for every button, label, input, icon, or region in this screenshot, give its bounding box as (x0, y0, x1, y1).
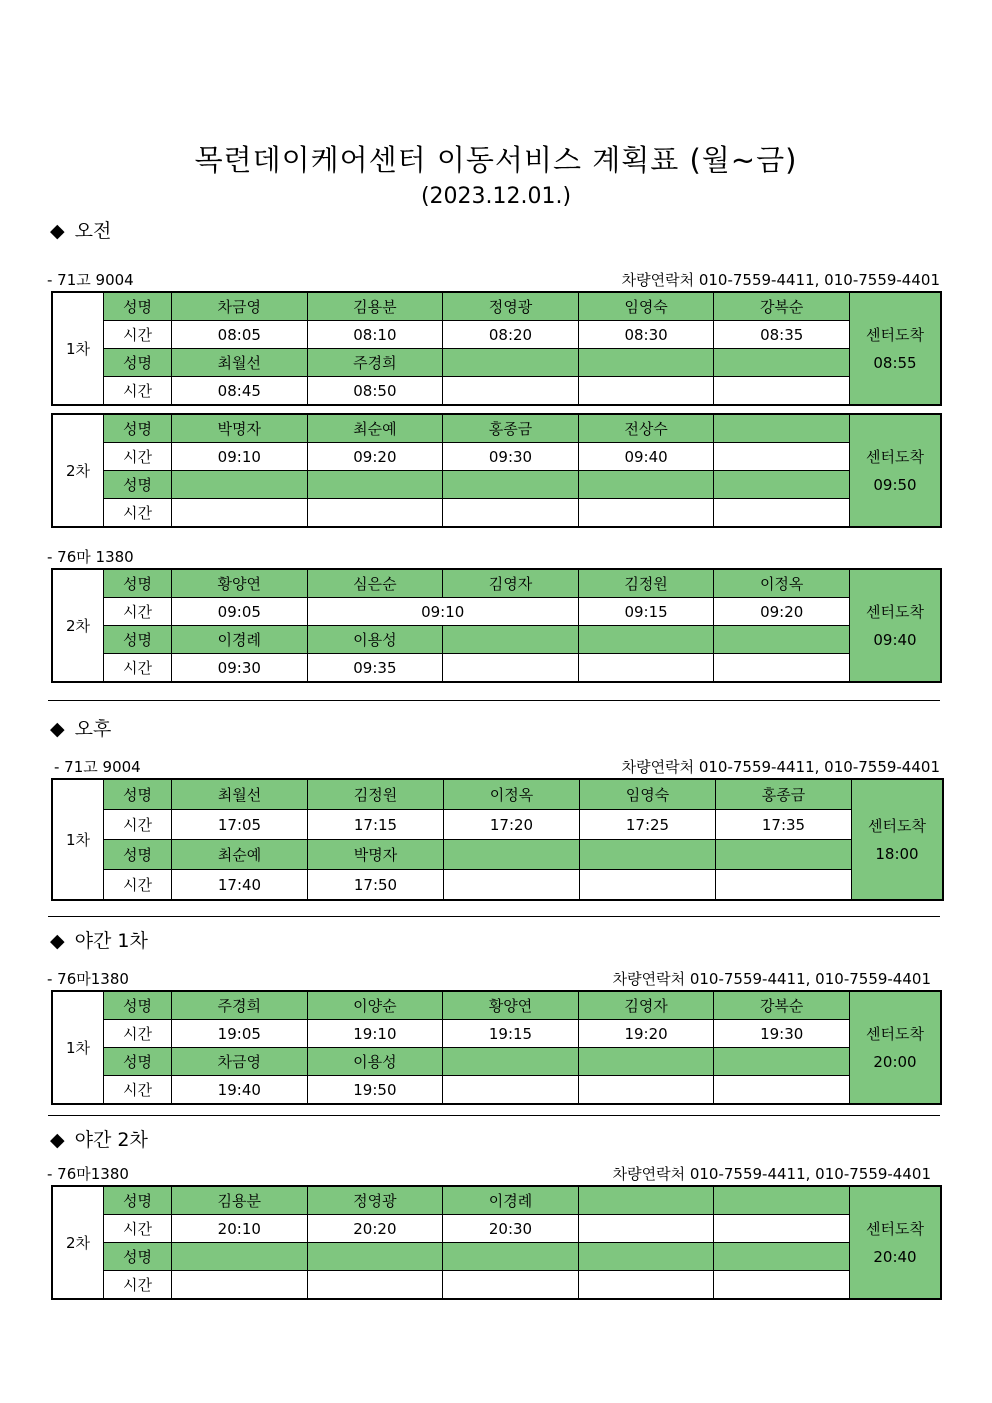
arrival-cell (850, 569, 942, 682)
pickup-time-cell (714, 1215, 850, 1243)
passenger-name-cell: 정영광 (307, 1186, 443, 1215)
pickup-time-cell (716, 870, 852, 901)
passenger-name-cell: 최순예 (172, 840, 308, 870)
pickup-time-cell: 08:45 (172, 377, 308, 406)
vehicle-row (47, 546, 940, 567)
passenger-name-cell: 박명자 (308, 840, 444, 870)
pickup-time-cell (578, 377, 714, 406)
pickup-time-cell: 20:30 (443, 1215, 579, 1243)
pickup-time-cell: 09:40 (578, 443, 714, 471)
passenger-name-cell (443, 349, 579, 377)
pickup-time-cell: 08:30 (578, 321, 714, 349)
passenger-name-cell: 이용성 (307, 626, 443, 654)
vehicle-number: - 71고 9004 (47, 271, 134, 289)
passenger-name-cell (172, 471, 308, 499)
time-label: 시간 (104, 321, 172, 349)
passenger-name-cell: 임영숙 (578, 292, 714, 321)
round-label: 2차 (52, 569, 104, 682)
passenger-name-cell (307, 471, 443, 499)
passenger-name-cell (172, 1243, 308, 1271)
pickup-time-cell: 08:10 (307, 321, 443, 349)
pickup-time-cell (444, 870, 580, 901)
name-label: 성명 (104, 1048, 172, 1076)
passenger-name-cell (714, 626, 850, 654)
passenger-name-cell: 주경희 (307, 349, 443, 377)
round-label: 1차 (52, 991, 104, 1104)
pickup-time-cell (172, 499, 308, 528)
passenger-name-cell: 심은순 (307, 569, 443, 598)
passenger-name-cell: 차금영 (172, 292, 308, 321)
time-row (52, 1271, 941, 1300)
pickup-time-cell: 19:50 (307, 1076, 443, 1105)
pickup-time-cell: 19:40 (172, 1076, 308, 1105)
passenger-name-cell (578, 1186, 714, 1215)
arrival-time: 08:55 (873, 353, 917, 372)
pickup-time-cell: 19:15 (443, 1020, 579, 1048)
vehicle-contact: 차량연락처 010-7559-4411, 010-7559-4401 (621, 758, 940, 776)
time-row (52, 1076, 941, 1105)
time-label: 시간 (104, 443, 172, 471)
passenger-name-cell: 이정옥 (444, 779, 580, 810)
name-label: 성명 (104, 349, 172, 377)
pickup-time-cell: 09:30 (172, 654, 308, 683)
pickup-time-cell: 09:15 (578, 598, 714, 626)
passenger-name-cell: 김영자 (578, 991, 714, 1020)
arrival-cell (850, 414, 942, 527)
name-row (52, 1186, 941, 1215)
pickup-time-cell (578, 1076, 714, 1105)
pickup-time-cell: 08:20 (443, 321, 579, 349)
time-label: 시간 (104, 1020, 172, 1048)
vehicle-number: - 76마1380 (47, 970, 129, 988)
arrival-label: 센터도착 (866, 1219, 924, 1238)
pickup-time-cell: 09:30 (443, 443, 579, 471)
arrival-cell (850, 1186, 942, 1299)
pickup-time-cell: 17:15 (308, 810, 444, 840)
passenger-name-cell: 김정원 (308, 779, 444, 810)
arrival-label: 센터도착 (866, 325, 924, 344)
arrival-time: 20:00 (873, 1052, 917, 1071)
passenger-name-cell: 황양연 (443, 991, 579, 1020)
vehicle-row (47, 269, 940, 290)
pickup-time-cell (714, 499, 850, 528)
passenger-name-cell (578, 1243, 714, 1271)
section-heading-night-1: ◆ 야간 1차 (50, 930, 148, 952)
passenger-name-cell (714, 1243, 850, 1271)
passenger-name-cell: 김용분 (307, 292, 443, 321)
time-label: 시간 (104, 1215, 172, 1243)
passenger-name-cell: 박명자 (172, 414, 308, 443)
diamond-icon: ◆ (50, 718, 65, 740)
schedule-table (51, 1185, 942, 1300)
arrival-label: 센터도착 (866, 1024, 924, 1043)
passenger-name-cell (714, 471, 850, 499)
arrival-time: 18:00 (875, 844, 919, 863)
passenger-name-cell: 전상수 (578, 414, 714, 443)
passenger-name-cell: 최월선 (172, 779, 308, 810)
time-label: 시간 (104, 499, 172, 528)
arrival-label: 센터도착 (866, 602, 924, 621)
vehicle-contact: 차량연락처 010-7559-4411, 010-7559-4401 (621, 271, 940, 289)
passenger-name-cell: 홍종금 (443, 414, 579, 443)
vehicle-row (47, 1163, 931, 1184)
name-row (52, 779, 943, 810)
pickup-time-cell (714, 1076, 850, 1105)
schedule-table (51, 568, 942, 683)
round-label: 2차 (52, 414, 104, 527)
pickup-time-cell (578, 1215, 714, 1243)
arrival-time: 09:50 (873, 475, 917, 494)
vehicle-contact: 차량연락처 010-7559-4411, 010-7559-4401 (612, 1165, 931, 1183)
passenger-name-cell: 홍종금 (716, 779, 852, 810)
passenger-name-cell: 강복순 (714, 991, 850, 1020)
time-row (52, 654, 941, 683)
passenger-name-cell: 이경례 (172, 626, 308, 654)
name-row (52, 991, 941, 1020)
pickup-time-cell: 17:25 (580, 810, 716, 840)
section-divider (48, 916, 940, 917)
pickup-time-cell: 09:10 (172, 443, 308, 471)
time-row (52, 443, 941, 471)
pickup-time-cell: 09:20 (307, 443, 443, 471)
pickup-time-cell: 20:10 (172, 1215, 308, 1243)
section-heading-night-2: ◆ 야간 2차 (50, 1129, 148, 1151)
name-row (52, 292, 941, 321)
pickup-time-cell (443, 654, 579, 683)
vehicle-row (47, 968, 931, 989)
pickup-time-cell (714, 1271, 850, 1300)
section-heading-morning: ◆ 오전 (50, 220, 112, 242)
passenger-name-cell (580, 840, 716, 870)
passenger-name-cell: 최순예 (307, 414, 443, 443)
diamond-icon: ◆ (50, 1129, 65, 1151)
name-label: 성명 (104, 471, 172, 499)
vehicle-row (54, 756, 940, 777)
passenger-name-cell (443, 1048, 579, 1076)
passenger-name-cell (443, 626, 579, 654)
document-date: (2023.12.01.) (420, 184, 572, 209)
name-label: 성명 (104, 626, 172, 654)
passenger-name-cell: 최월선 (172, 349, 308, 377)
name-label: 성명 (104, 840, 172, 870)
passenger-name-cell: 차금영 (172, 1048, 308, 1076)
passenger-name-cell: 이정옥 (714, 569, 850, 598)
name-row (52, 840, 943, 870)
diamond-icon: ◆ (50, 930, 65, 952)
time-row (52, 1215, 941, 1243)
passenger-name-cell (716, 840, 852, 870)
schedule-table (51, 291, 942, 406)
name-row (52, 626, 941, 654)
name-row (52, 471, 941, 499)
pickup-time-cell (714, 443, 850, 471)
passenger-name-cell: 김영자 (443, 569, 579, 598)
schedule-table (51, 778, 944, 901)
pickup-time-cell (578, 499, 714, 528)
pickup-time-cell (307, 1271, 443, 1300)
pickup-time-cell (580, 870, 716, 901)
pickup-time-cell: 08:05 (172, 321, 308, 349)
name-label: 성명 (104, 292, 172, 321)
name-row (52, 1048, 941, 1076)
name-row (52, 569, 941, 598)
pickup-time-cell (714, 654, 850, 683)
name-label: 성명 (104, 569, 172, 598)
passenger-name-cell: 강복순 (714, 292, 850, 321)
section-divider (48, 700, 940, 701)
arrival-label: 센터도착 (866, 447, 924, 466)
time-label: 시간 (104, 1271, 172, 1300)
passenger-name-cell (307, 1243, 443, 1271)
pickup-time-cell (307, 499, 443, 528)
pickup-time-cell (443, 377, 579, 406)
pickup-time-cell: 08:35 (714, 321, 850, 349)
pickup-time-cell: 17:35 (716, 810, 852, 840)
pickup-time-cell: 09:35 (307, 654, 443, 683)
passenger-name-cell: 김용분 (172, 1186, 308, 1215)
passenger-name-cell: 김정원 (578, 569, 714, 598)
vehicle-number: - 71고 9004 (54, 758, 141, 776)
time-row (52, 499, 941, 528)
time-row (52, 598, 941, 626)
time-row (52, 870, 943, 901)
pickup-time-cell: 17:20 (444, 810, 580, 840)
arrival-label: 센터도착 (868, 816, 926, 835)
pickup-time-cell: 08:50 (307, 377, 443, 406)
vehicle-number: - 76마 1380 (47, 548, 134, 566)
arrival-cell (850, 991, 942, 1104)
time-row (52, 321, 941, 349)
name-row (52, 1243, 941, 1271)
section-divider (48, 1115, 940, 1116)
schedule-table (51, 990, 942, 1105)
name-label: 성명 (104, 991, 172, 1020)
arrival-cell (850, 292, 942, 405)
arrival-time: 20:40 (873, 1247, 917, 1266)
pickup-time-cell (443, 499, 579, 528)
pickup-time-cell (443, 1271, 579, 1300)
name-label: 성명 (104, 414, 172, 443)
passenger-name-cell: 주경희 (172, 991, 308, 1020)
pickup-time-cell: 09:20 (714, 598, 850, 626)
time-label: 시간 (104, 1076, 172, 1105)
vehicle-number: - 76마1380 (47, 1165, 129, 1183)
passenger-name-cell: 황양연 (172, 569, 308, 598)
vehicle-contact: 차량연락처 010-7559-4411, 010-7559-4401 (612, 970, 931, 988)
passenger-name-cell: 이양순 (307, 991, 443, 1020)
passenger-name-cell (714, 414, 850, 443)
pickup-time-cell: 19:30 (714, 1020, 850, 1048)
passenger-name-cell (443, 1243, 579, 1271)
pickup-time-cell: 20:20 (307, 1215, 443, 1243)
pickup-time-cell: 17:50 (308, 870, 444, 901)
time-row (52, 1020, 941, 1048)
pickup-time-cell: 17:40 (172, 870, 308, 901)
time-label: 시간 (104, 870, 172, 901)
pickup-time-cell: 19:10 (307, 1020, 443, 1048)
passenger-name-cell (714, 1186, 850, 1215)
passenger-name-cell: 이용성 (307, 1048, 443, 1076)
pickup-time-cell: 19:05 (172, 1020, 308, 1048)
pickup-time-cell (172, 1271, 308, 1300)
passenger-name-cell (714, 1048, 850, 1076)
passenger-name-cell: 이경례 (443, 1186, 579, 1215)
pickup-time-cell: 09:05 (172, 598, 308, 626)
pickup-time-cell (443, 1076, 579, 1105)
name-label: 성명 (104, 1243, 172, 1271)
pickup-time-cell: 17:05 (172, 810, 308, 840)
name-label: 성명 (104, 779, 172, 810)
name-row (52, 349, 941, 377)
passenger-name-cell (444, 840, 580, 870)
passenger-name-cell (714, 349, 850, 377)
time-label: 시간 (104, 598, 172, 626)
section-heading-afternoon: ◆ 오후 (50, 718, 112, 740)
pickup-time-cell (578, 654, 714, 683)
time-label: 시간 (104, 377, 172, 406)
passenger-name-cell (578, 471, 714, 499)
name-row (52, 414, 941, 443)
pickup-time-cell (714, 377, 850, 406)
time-label: 시간 (104, 654, 172, 683)
passenger-name-cell (443, 471, 579, 499)
round-label: 2차 (52, 1186, 104, 1299)
passenger-name-cell (578, 626, 714, 654)
time-row (52, 810, 943, 840)
pickup-time-cell (578, 1271, 714, 1300)
passenger-name-cell: 임영숙 (580, 779, 716, 810)
round-label: 1차 (52, 292, 104, 405)
pickup-time-cell: 19:20 (578, 1020, 714, 1048)
name-label: 성명 (104, 1186, 172, 1215)
document-title: 목련데이케어센터 이동서비스 계획표 (월~금) (194, 143, 798, 177)
round-label: 1차 (52, 779, 104, 900)
time-label: 시간 (104, 810, 172, 840)
arrival-time: 09:40 (873, 630, 917, 649)
pickup-time-cell: 09:10 (307, 598, 578, 626)
passenger-name-cell: 정영광 (443, 292, 579, 321)
passenger-name-cell (578, 349, 714, 377)
time-row (52, 377, 941, 406)
arrival-cell (852, 779, 944, 900)
passenger-name-cell (578, 1048, 714, 1076)
schedule-table (51, 413, 942, 528)
diamond-icon: ◆ (50, 220, 65, 242)
